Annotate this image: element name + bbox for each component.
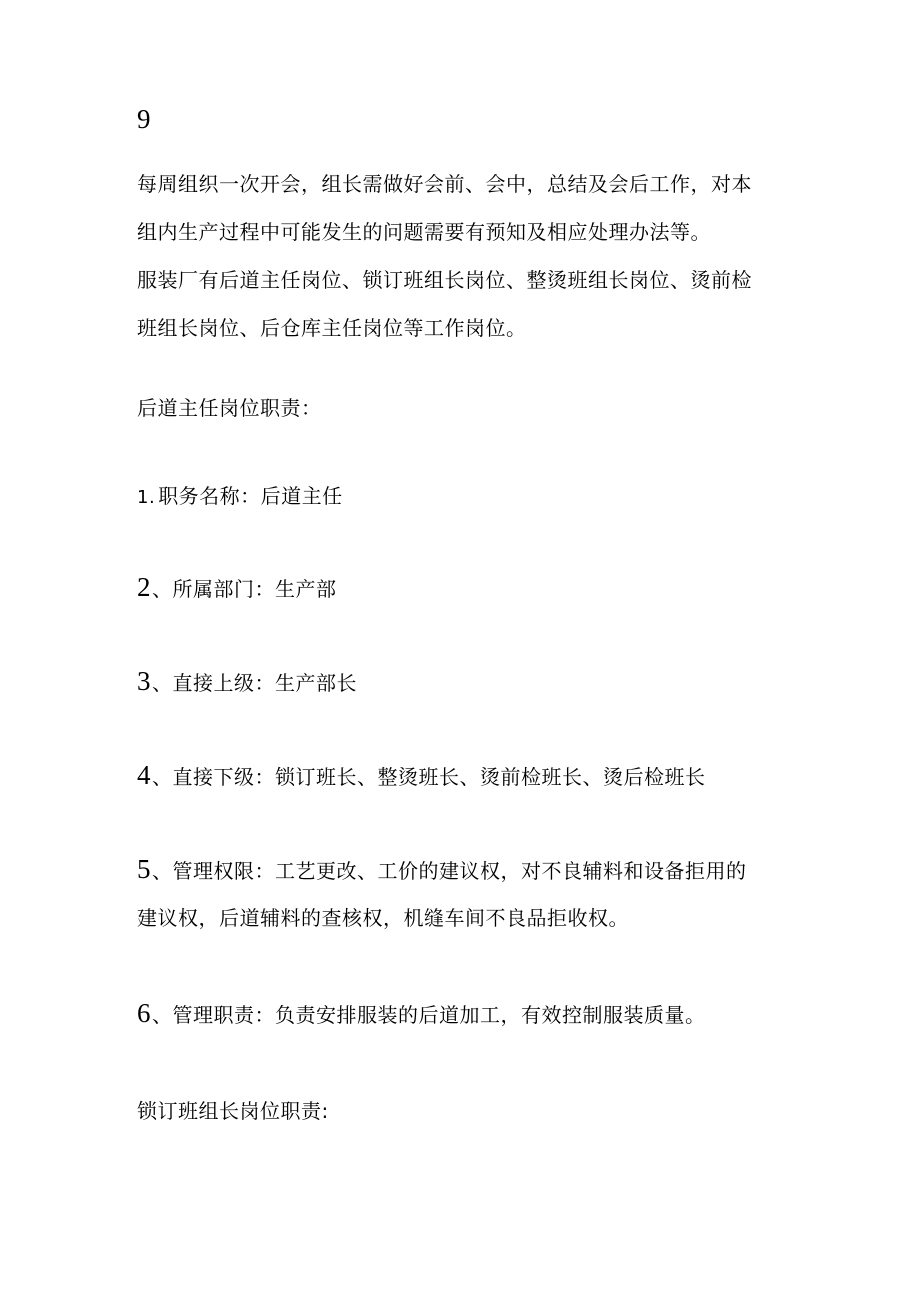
paragraph-line: 每周组织一次开会，组长需做好会前、会中，总结及会后工作，对本: [137, 172, 752, 196]
item-text: 、直接下级：锁订班长、整烫班长、烫前检班长、烫后检班长: [152, 765, 706, 789]
list-item: [137, 668, 357, 695]
list-item: [137, 856, 747, 883]
item-number: 4: [137, 760, 151, 790]
item-text: 、管理权限：工艺更改、工价的建议权，对不良辅料和设备拒用的: [152, 859, 747, 883]
item-number: 2: [137, 572, 151, 602]
list-item-continuation: 建议权，后道辅料的查核权，机缝车间不良品拒收权。: [137, 906, 629, 930]
list-item: [137, 486, 343, 507]
list-item: [137, 574, 337, 601]
paragraph-line: 服装厂有后道主任岗位、锁订班组长岗位、整烫班组长岗位、烫前检: [137, 268, 752, 292]
item-number: 5: [137, 854, 151, 884]
item-number: 3: [137, 666, 151, 696]
item-text: 职务名称：后道主任: [158, 484, 343, 508]
item-text: 、直接上级：生产部长: [152, 671, 357, 695]
paragraph-line: 组内生产过程中可能发生的问题需要有预知及相应处理办法等。: [137, 220, 711, 244]
item-number: 6: [137, 998, 151, 1028]
paragraph-line: 班组长岗位、后仓库主任岗位等工作岗位。: [137, 316, 527, 340]
section-heading: 锁订班组长岗位职责:: [137, 1099, 329, 1123]
section-heading: 后道主任岗位职责：: [137, 396, 322, 420]
item-number: 1.: [137, 487, 156, 508]
item-text: 、管理职责：负责安排服装的后道加工，有效控制服装质量。: [152, 1003, 706, 1027]
list-item: [137, 1000, 706, 1027]
list-item: [137, 762, 706, 789]
item-text: 、所属部门：生产部: [152, 577, 337, 601]
page-number: 9: [137, 104, 151, 134]
